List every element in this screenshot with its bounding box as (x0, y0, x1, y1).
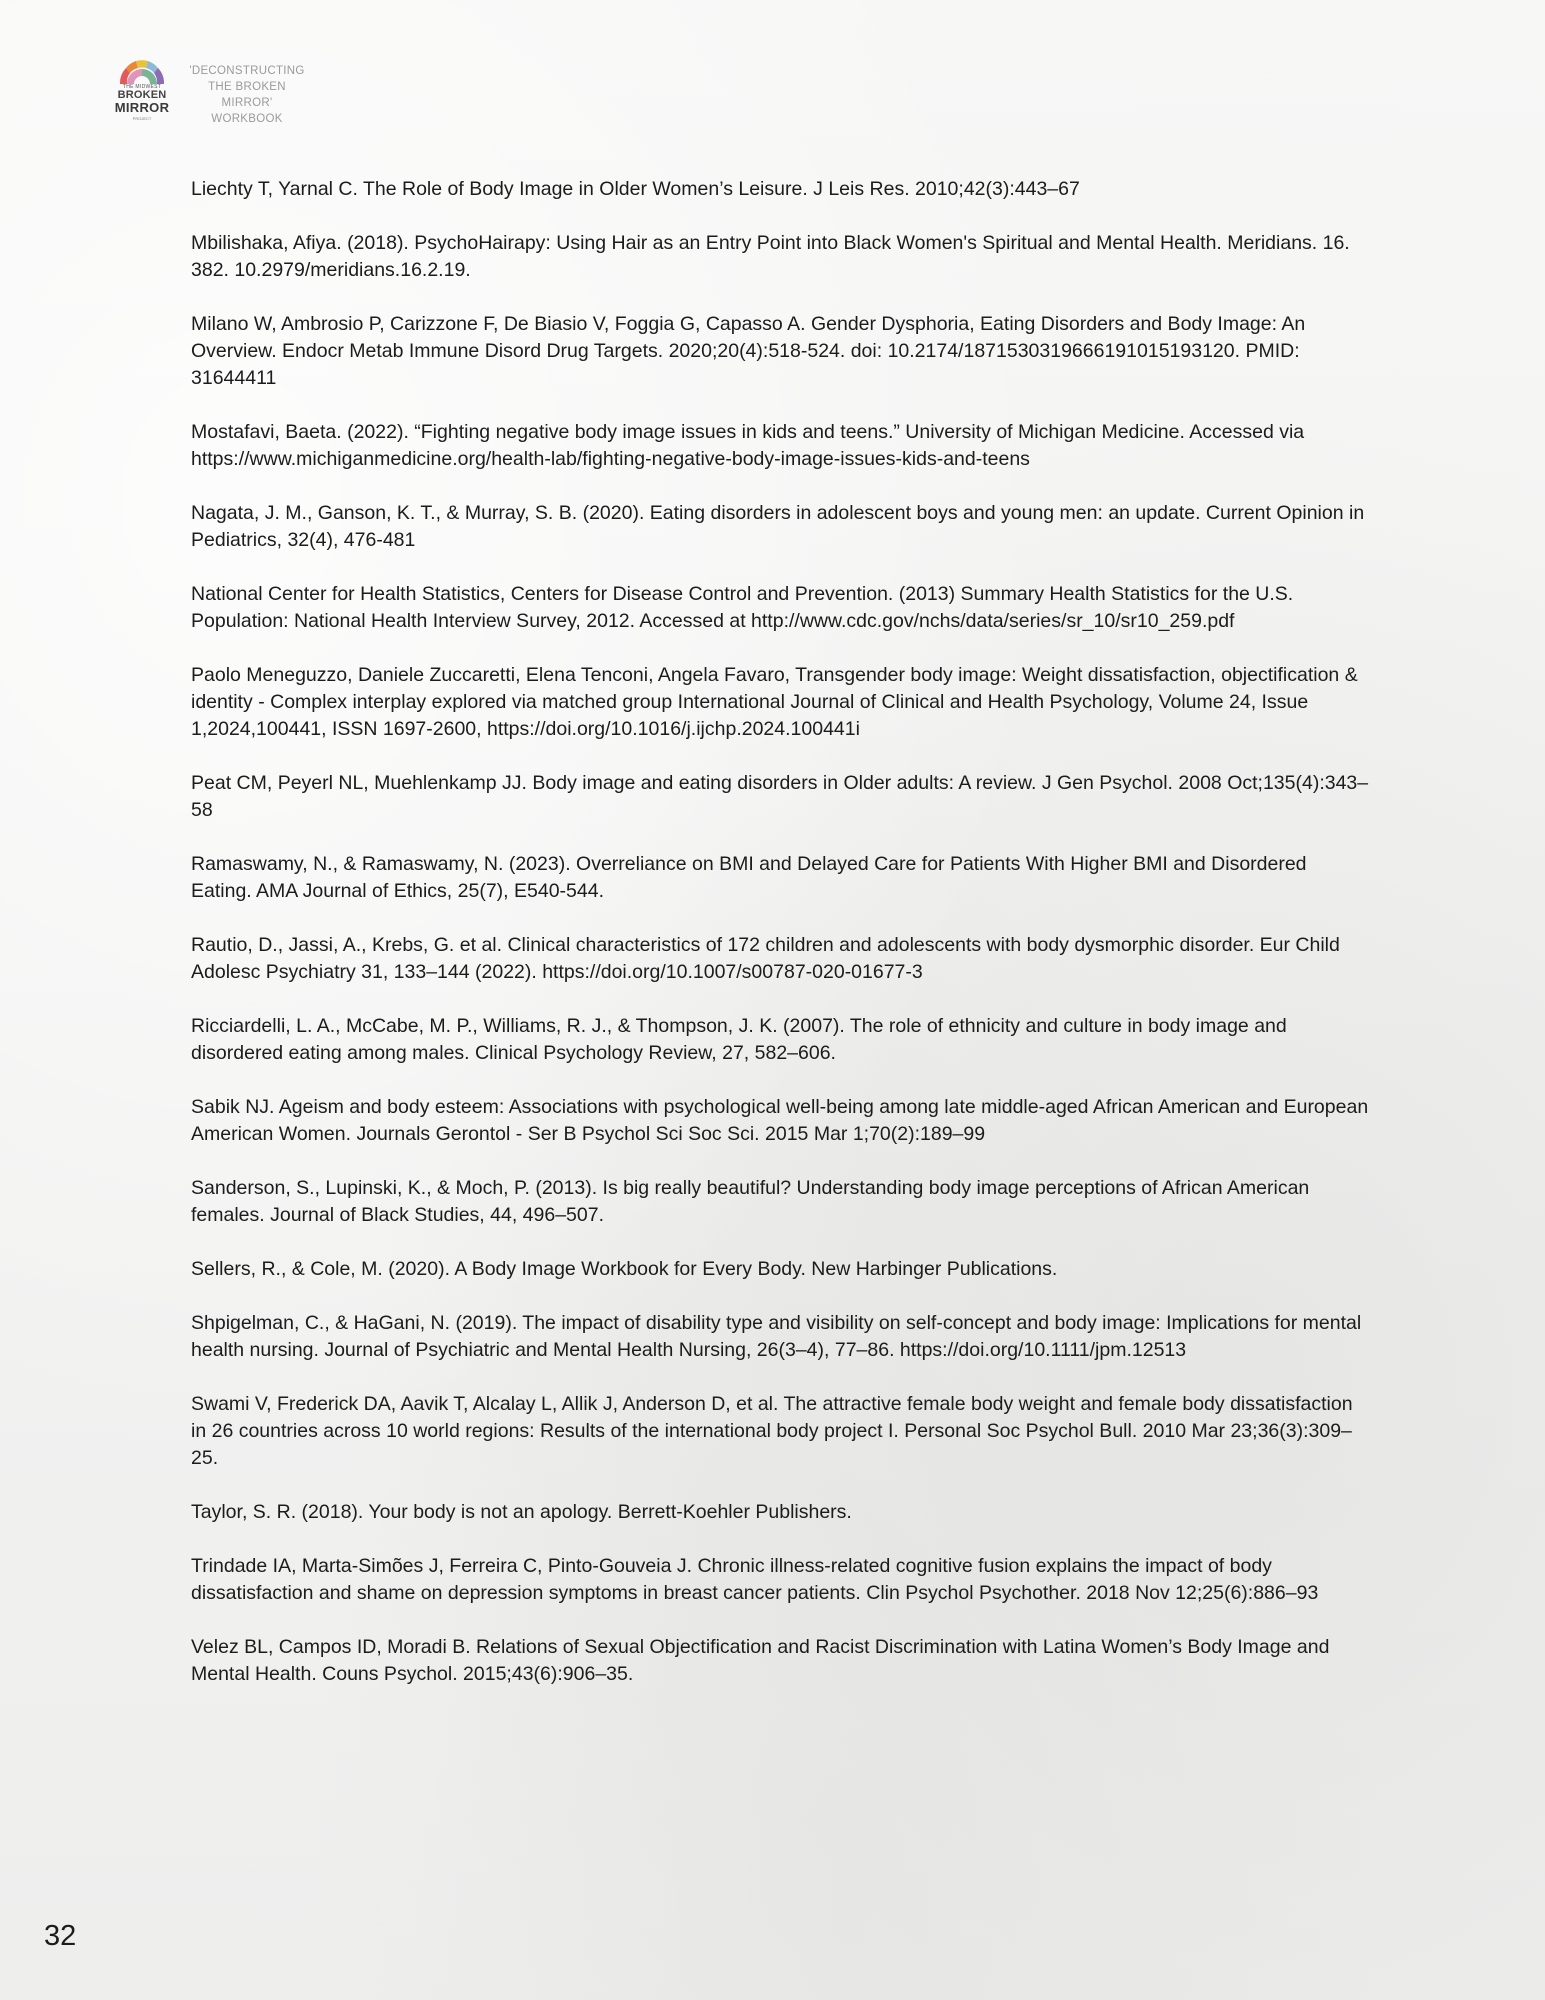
reference-item: Ramaswamy, N., & Ramaswamy, N. (2023). Overreliance on BMI and Delayed Care for Patients With Higher BMI and Disordered Eating. AMA Journal of Ethics, 25(7), E540-544. (191, 853, 1307, 902)
reference-item: National Center for Health Statistics, Centers for Disease Control and Prevention. (2013) Summary Health Statistics for the U.S. Population: National Health Interview Survey, 2012. Accessed at http://www.cdc.gov/nchs/data/series/sr_10/sr10_259.pdf (191, 583, 1294, 632)
reference-item: Swami V, Frederick DA, Aavik T, Alcalay L, Allik J, Anderson D, et al. The attractive female body weight and female body dissatisfaction in 26 countries across 10 world regions: Results of the international body project I. Personal Soc Psychol Bull. 2010 Mar 23;36(3):309–25. (191, 1393, 1353, 1469)
reference-item: Mostafavi, Baeta. (2022). “Fighting negative body image issues in kids and teens.” University of Michigan Medicine. Accessed via https://www.michiganmedicine.org/health-lab/fighting-negative-body-image-issues-kids-and-teens (191, 421, 1305, 470)
reference-item: Peat CM, Peyerl NL, Muehlenkamp JJ. Body image and eating disorders in Older adults: A review. J Gen Psychol. 2008 Oct;135(4):343–58 (191, 772, 1369, 821)
reference-list (191, 176, 1371, 1715)
logo-word-mirror: MIRROR (114, 100, 170, 115)
workbook-title-line: WORKBOOK (211, 113, 283, 125)
reference-item: Mbilishaka, Afiya. (2018). PsychoHairapy: Using Hair as an Entry Point into Black Women's Spiritual and Mental Health. Meridians. 16. 382. 10.2979/meridians.16.2.19. (191, 232, 1350, 281)
reference-item: Sanderson, S., Lupinski, K., & Moch, P. (2013). Is big really beautiful? Understanding body image perceptions of African American females. Journal of Black Studies, 44, 496–507. (191, 1177, 1310, 1226)
workbook-title-line: 'DECONSTRUCTING (189, 65, 305, 77)
reference-item: Ricciardelli, L. A., McCabe, M. P., Williams, R. J., & Thompson, J. K. (2007). The role of ethnicity and culture in body image and disordered eating among males. Clinical Psychology Review, 27, 582–606. (191, 1015, 1287, 1064)
reference-item: Shpigelman, C., & HaGani, N. (2019). The impact of disability type and visibility on self-concept and body image: Implications for mental health nursing. Journal of Psychiatric and Mental Health Nursing, 26(3–4), 77–86. https://doi.org/10.1111/jpm.12513 (191, 1312, 1362, 1361)
workbook-title (182, 63, 312, 127)
reference-item: Paolo Meneguzzo, Daniele Zuccaretti, Elena Tenconi, Angela Favaro, Transgender body image: Weight dissatisfaction, objectification & identity - Complex interplay explored via matched group International Journal of Clinical and Health Psychology, Volume 24, Issue 1,2024,100441, ISSN 1697-2600, https://doi.org/10.1016/j.ijchp.2024.100441i (191, 664, 1358, 740)
logo-tiny-text: PROJECT (132, 116, 152, 121)
reference-item: Liechty T, Yarnal C. The Role of Body Image in Older Women’s Leisure. J Leis Res. 2010;42(3):443–67 (191, 178, 1080, 200)
logo-word-broken: BROKEN (117, 89, 167, 101)
workbook-title-line: THE BROKEN MIRROR' (208, 81, 286, 109)
logo-small-text: THE MIDWEST (122, 84, 162, 90)
broken-mirror-logo (110, 56, 174, 122)
reference-item: Taylor, S. R. (2018). Your body is not an apology. Berrett-Koehler Publishers. (191, 1501, 852, 1523)
page-number: 32 (44, 1920, 77, 1952)
reference-item: Milano W, Ambrosio P, Carizzone F, De Biasio V, Foggia G, Capasso A. Gender Dysphoria, Eating Disorders and Body Image: An Overview. Endocr Metab Immune Disord Drug Targets. 2020;20(4):518-524. doi: 10.2174/1871530319666191015193120. PMID: 31644411 (191, 313, 1306, 389)
reference-item: Sabik NJ. Ageism and body esteem: Associations with psychological well-being among late middle-aged African American and European American Women. Journals Gerontol - Ser B Psychol Sci Soc Sci. 2015 Mar 1;70(2):189–99 (191, 1096, 1369, 1145)
rainbow-arc-icon (116, 56, 168, 86)
reference-item: Nagata, J. M., Ganson, K. T., & Murray, S. B. (2020). Eating disorders in adolescent boys and young men: an update. Current Opinion in Pediatrics, 32(4), 476-481 (191, 502, 1365, 551)
reference-item: Rautio, D., Jassi, A., Krebs, G. et al. Clinical characteristics of 172 children and adolescents with body dysmorphic disorder. Eur Child Adolesc Psychiatry 31, 133–144 (2022). https://doi.org/10.1007/s00787-020-01677-3 (191, 934, 1340, 983)
reference-item: Trindade IA, Marta-Simões J, Ferreira C, Pinto-Gouveia J. Chronic illness-related cognitive fusion explains the impact of body dissatisfaction and shame on depression symptoms in breast cancer patients. Clin Psychol Psychother. 2018 Nov 12;25(6):886–93 (191, 1555, 1319, 1604)
reference-item: Velez BL, Campos ID, Moradi B. Relations of Sexual Objectification and Racist Discrimination with Latina Women’s Body Image and Mental Health. Couns Psychol. 2015;43(6):906–35. (191, 1636, 1330, 1685)
reference-item: Sellers, R., & Cole, M. (2020). A Body Image Workbook for Every Body. New Harbinger Publications. (191, 1258, 1058, 1280)
page-header (110, 56, 330, 124)
